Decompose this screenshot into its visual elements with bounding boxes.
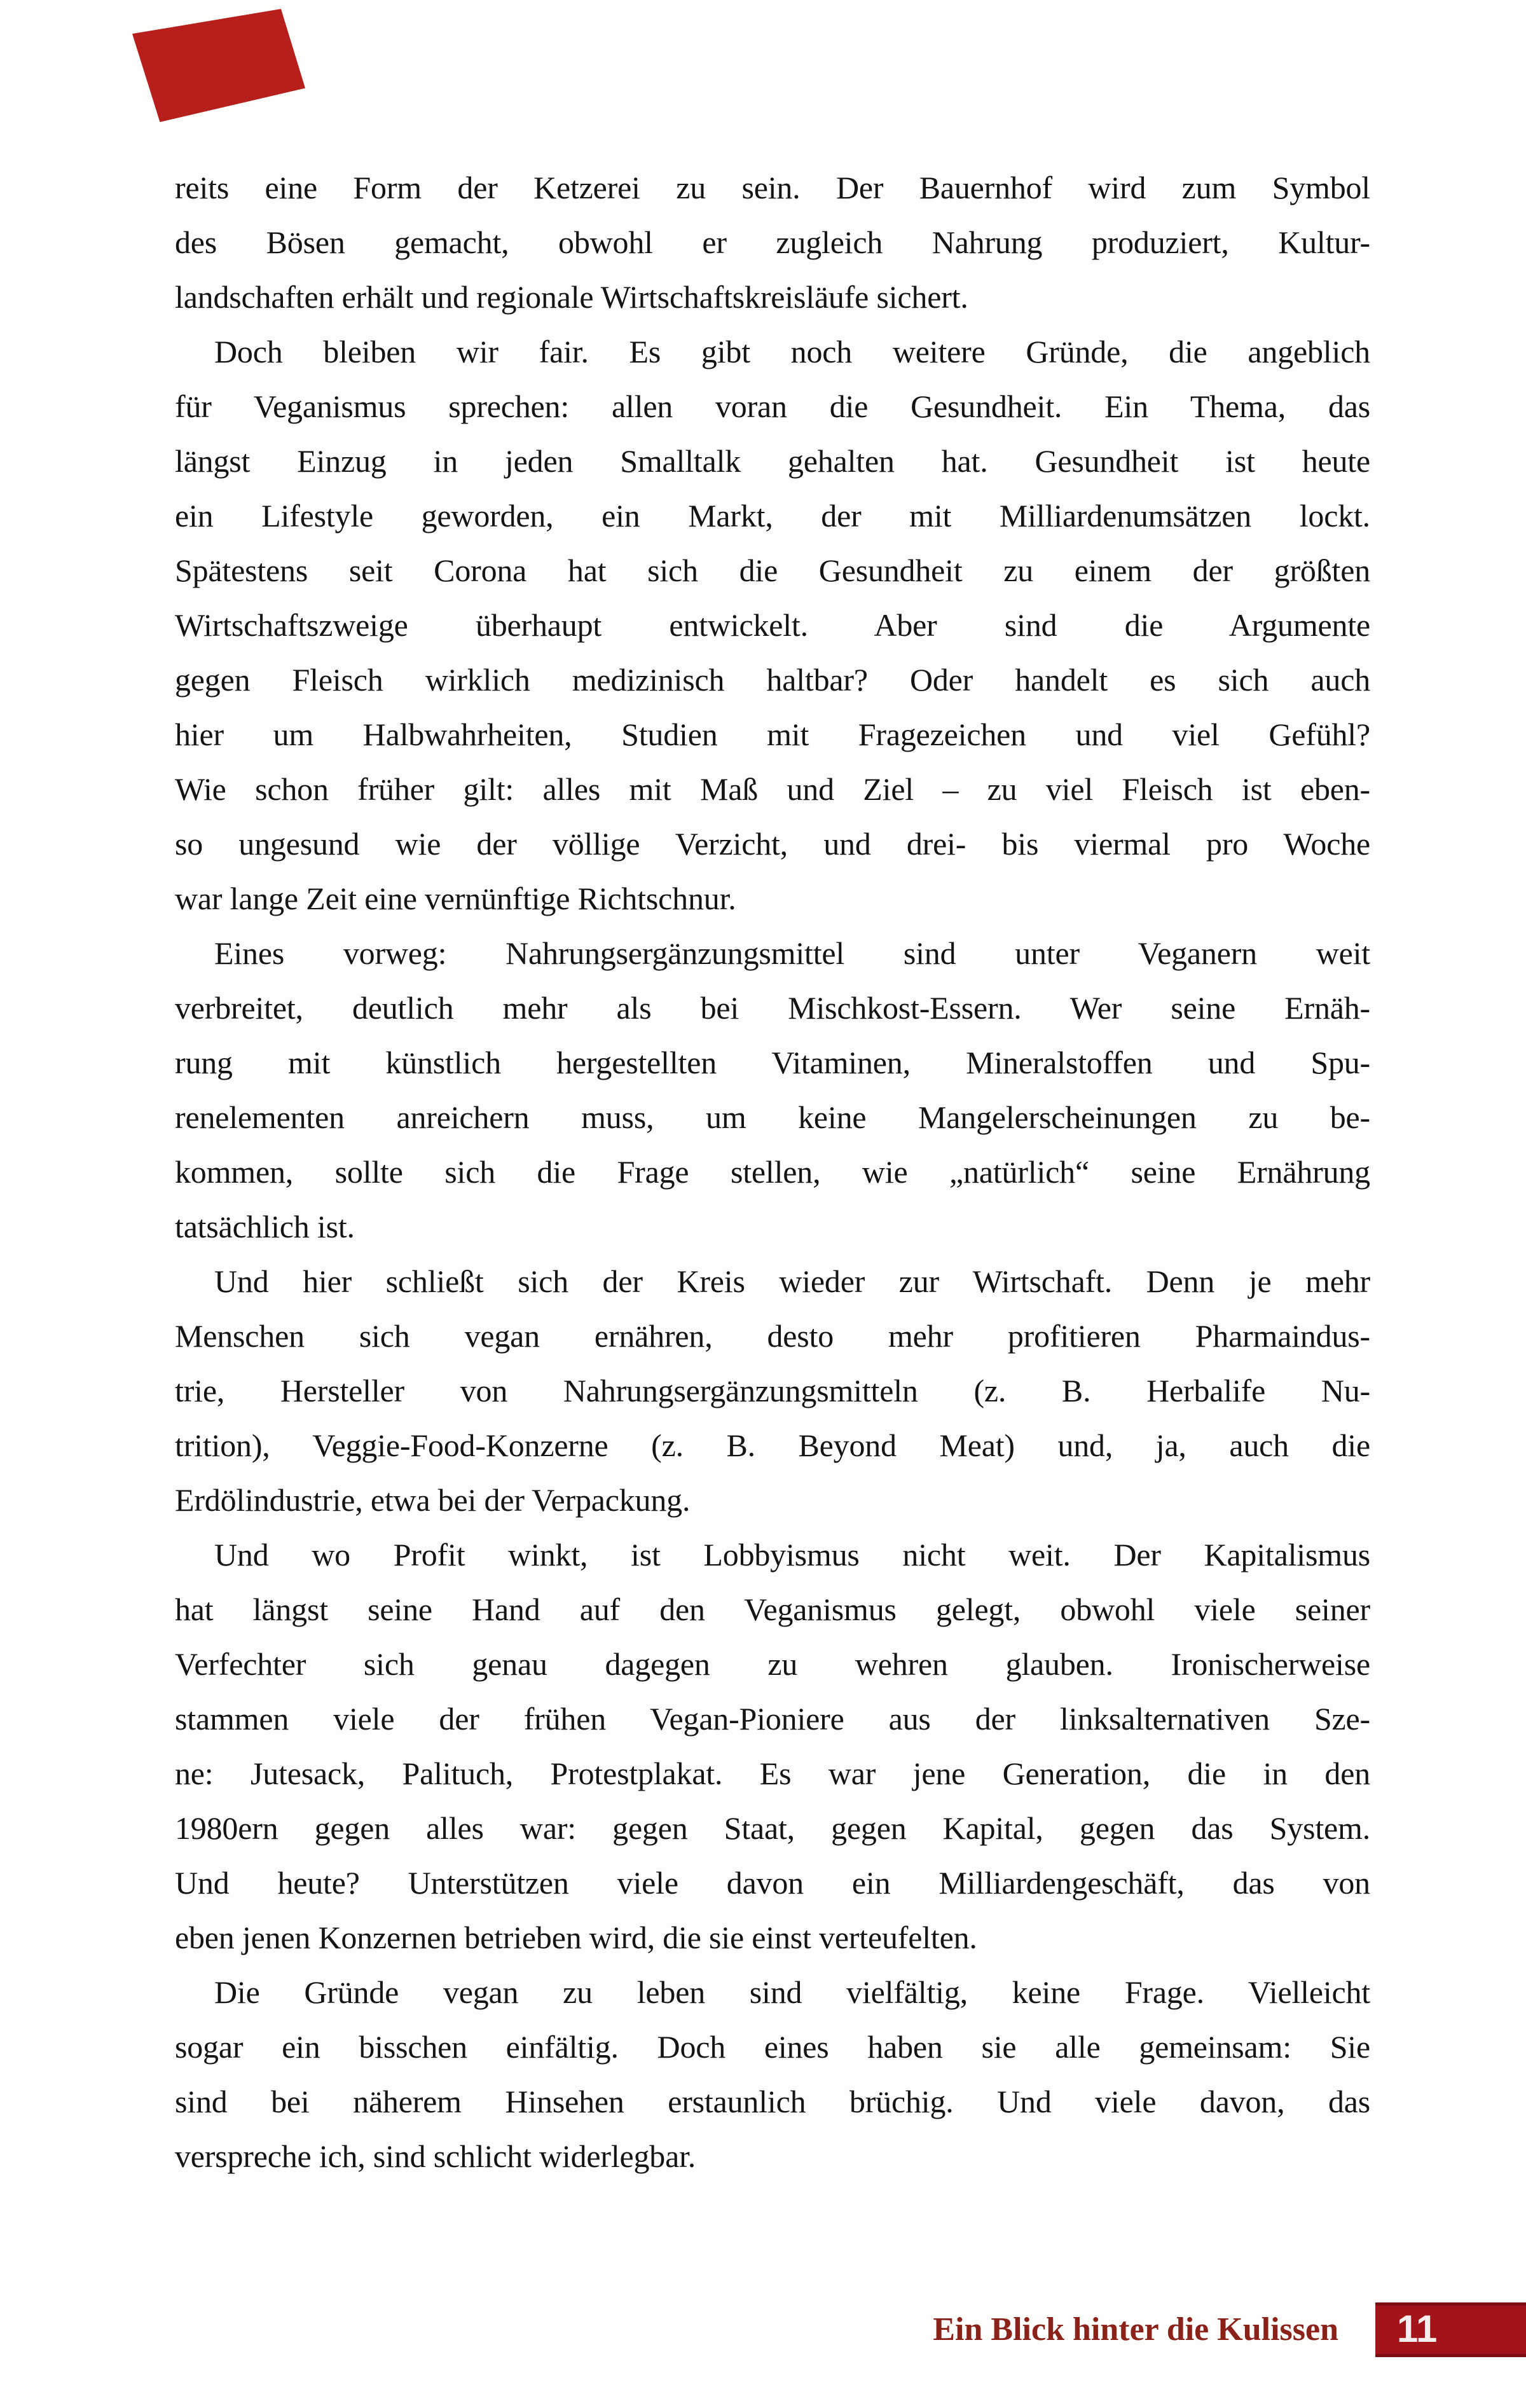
text-line: ne: Jutesack, Palituch, Protestplakat. Es war jene Generation, die in den <box>175 1756 1370 1791</box>
red-corner-mark <box>132 9 305 122</box>
text-line: kommen, sollte sich die Frage stellen, wie „natürlich“ seine Ernährung <box>175 1154 1370 1190</box>
text-line: 1980ern gegen alles war: gegen Staat, gegen Kapital, gegen das System. <box>175 1810 1370 1846</box>
text-line: Spätestens seit Corona hat sich die Gesundheit zu einem der größten <box>175 553 1370 588</box>
paragraph <box>175 324 1370 926</box>
text-line: Erdölindustrie, etwa bei der Verpackung. <box>175 1482 691 1518</box>
chapter-title: Ein Blick hinter die Kulissen <box>933 2311 1338 2348</box>
text-line: Eines vorweg: Nahrungsergänzungsmittel sind unter Veganern weit <box>214 935 1370 971</box>
text-line: Und heute? Unterstützen viele davon ein Milliardengeschäft, das von <box>175 1865 1370 1901</box>
text-line: landschaften erhält und regionale Wirtschaftskreisläufe sichert. <box>175 279 968 315</box>
text-line: ein Lifestyle geworden, ein Markt, der mit Milliardenumsätzen lockt. <box>175 498 1370 533</box>
paragraph <box>175 1527 1370 1965</box>
text-line: Doch bleiben wir fair. Es gibt noch weitere Gründe, die angeblich <box>214 334 1370 369</box>
paragraph <box>175 1965 1370 2184</box>
paragraph <box>175 926 1370 1254</box>
text-line: trie, Hersteller von Nahrungsergänzungsmitteln (z. B. Herbalife Nu- <box>175 1373 1370 1408</box>
text-line: rung mit künstlich hergestellten Vitaminen, Mineralstoffen und Spu- <box>175 1045 1370 1080</box>
text-line: eben jenen Konzernen betrieben wird, die sie einst verteufelten. <box>175 1920 977 1955</box>
text-line: für Veganismus sprechen: allen voran die Gesundheit. Ein Thema, das <box>175 389 1370 424</box>
text-line: Wie schon früher gilt: alles mit Maß und Ziel – zu viel Fleisch ist eben- <box>175 771 1370 807</box>
text-line: verbreitet, deutlich mehr als bei Mischkost-Essern. Wer seine Ernäh- <box>175 990 1370 1026</box>
page-footer <box>0 2302 1526 2357</box>
text-line: renelementen anreichern muss, um keine Mangelerscheinungen zu be- <box>175 1099 1370 1135</box>
text-line: hier um Halbwahrheiten, Studien mit Fragezeichen und viel Gefühl? <box>175 717 1370 752</box>
text-line: sogar ein bisschen einfältig. Doch eines haben sie alle gemeinsam: Sie <box>175 2029 1370 2065</box>
text-line: reits eine Form der Ketzerei zu sein. Der Bauernhof wird zum Symbol <box>175 170 1370 205</box>
text-line: Wirtschaftszweige überhaupt entwickelt. Aber sind die Argumente <box>175 607 1370 643</box>
text-line: trition), Veggie-Food-Konzerne (z. B. Beyond Meat) und, ja, auch die <box>175 1428 1370 1463</box>
text-line: gegen Fleisch wirklich medizinisch haltbar? Oder handelt es sich auch <box>175 662 1370 698</box>
paragraph <box>175 1254 1370 1527</box>
text-line: Die Gründe vegan zu leben sind vielfältig, keine Frage. Vielleicht <box>214 1974 1370 2010</box>
text-line: verspreche ich, sind schlicht widerlegbar. <box>175 2138 696 2174</box>
page-number: 11 <box>1397 2308 1438 2350</box>
text-line: so ungesund wie der völlige Verzicht, und drei- bis viermal pro Woche <box>175 826 1370 862</box>
text-line: hat längst seine Hand auf den Veganismus gelegt, obwohl viele seiner <box>175 1592 1370 1627</box>
text-line: Und wo Profit winkt, ist Lobbyismus nicht weit. Der Kapitalismus <box>214 1537 1370 1572</box>
text-line: Menschen sich vegan ernähren, desto mehr profitieren Pharmaindus- <box>175 1318 1370 1354</box>
text-line: sind bei näherem Hinsehen erstaunlich brüchig. Und viele davon, das <box>175 2084 1370 2119</box>
text-line: des Bösen gemacht, obwohl er zugleich Nahrung produziert, Kultur- <box>175 224 1370 260</box>
text-line: längst Einzug in jeden Smalltalk gehalten hat. Gesundheit ist heute <box>175 443 1370 479</box>
page-number-box <box>1375 2302 1526 2357</box>
body-text <box>175 160 1370 2184</box>
text-line: tatsächlich ist. <box>175 1209 355 1244</box>
text-line: Verfechter sich genau dagegen zu wehren glauben. Ironischerweise <box>175 1646 1370 1682</box>
text-line: war lange Zeit eine vernünftige Richtschnur. <box>175 881 736 916</box>
text-line: Und hier schließt sich der Kreis wieder zur Wirtschaft. Denn je mehr <box>214 1263 1370 1299</box>
text-line: stammen viele der frühen Vegan-Pioniere aus der linksalternativen Sze- <box>175 1701 1370 1737</box>
paragraph <box>175 160 1370 324</box>
